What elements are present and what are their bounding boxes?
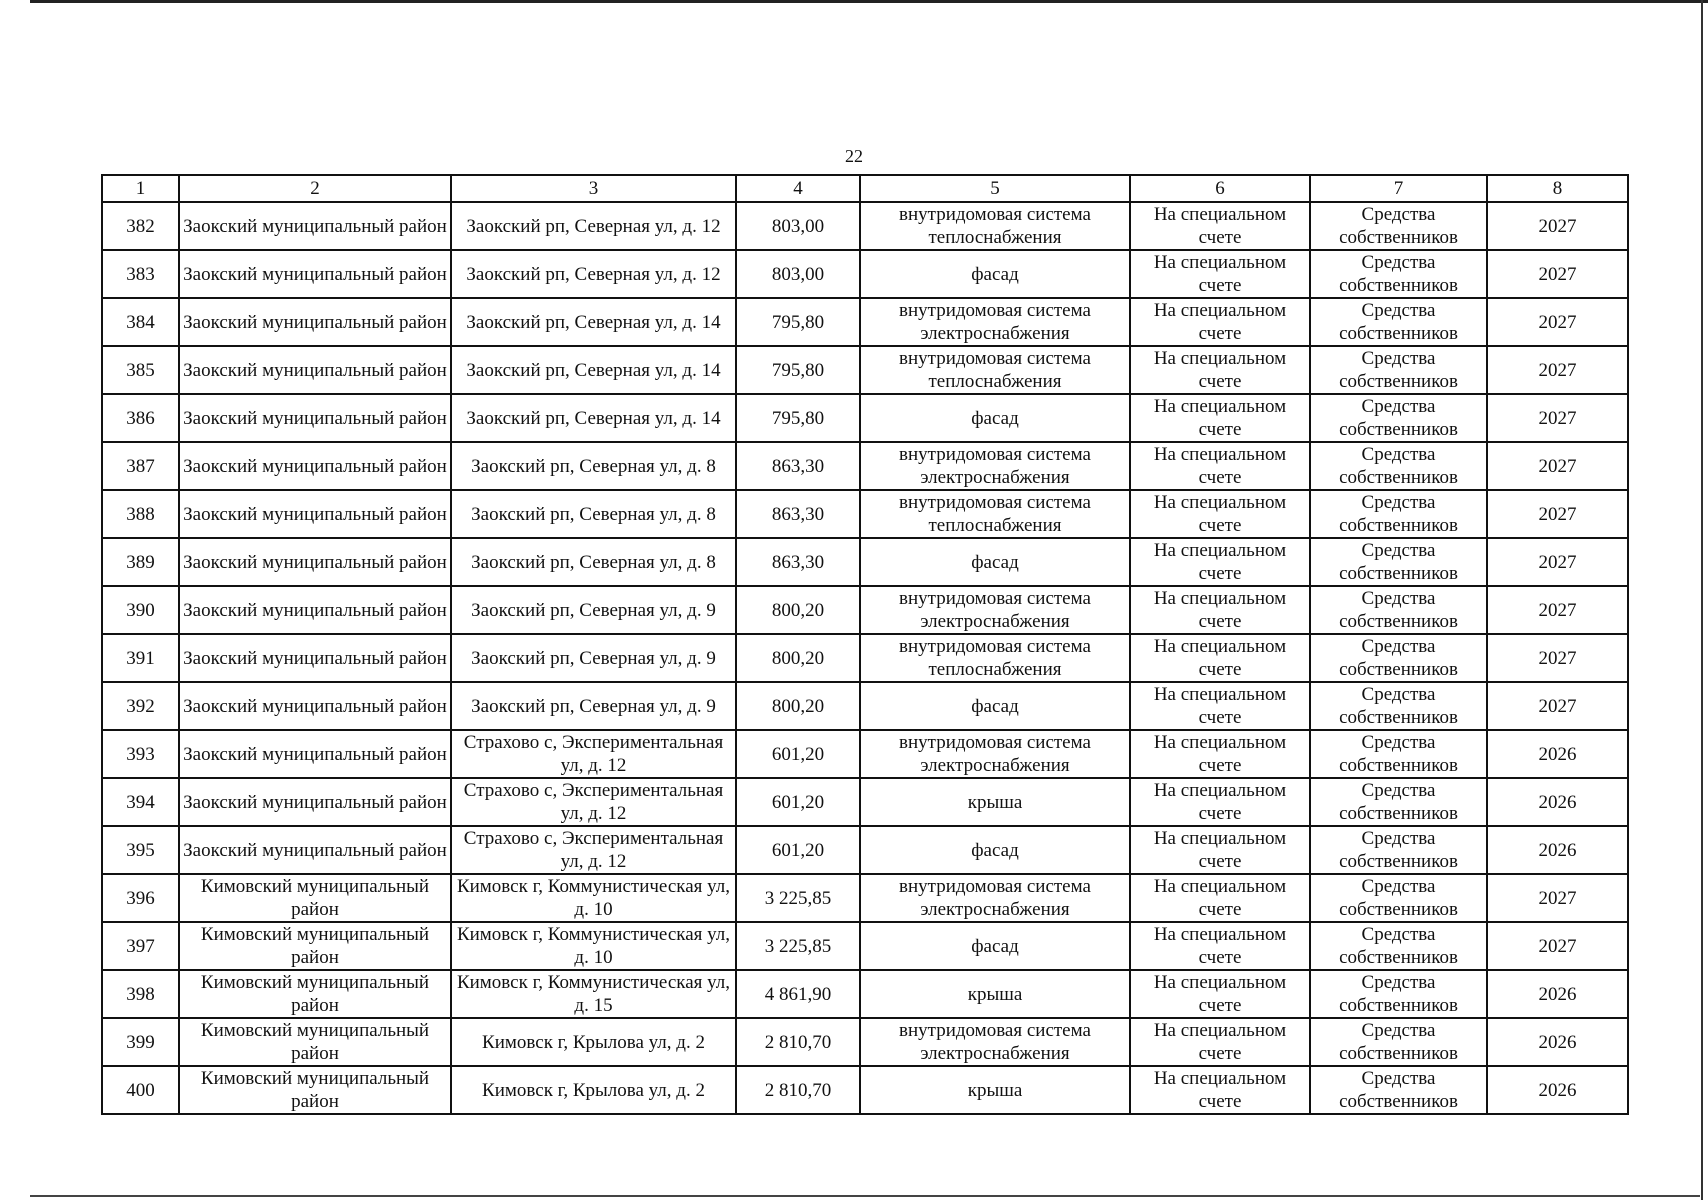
table-row: [102, 250, 1628, 298]
address-cell: Заокский рп, Северная ул, д. 8: [451, 490, 736, 538]
row-number-cell: 388: [102, 490, 179, 538]
account-cell: На специальном счете: [1130, 202, 1310, 250]
district-cell: Заокский муниципальный район: [179, 394, 451, 442]
table-row: [102, 202, 1628, 250]
work-type-cell: крыша: [860, 1066, 1130, 1114]
account-cell: На специальном счете: [1130, 346, 1310, 394]
row-number-cell: 392: [102, 682, 179, 730]
address-cell: Заокский рп, Северная ул, д. 8: [451, 538, 736, 586]
year-cell: 2027: [1487, 298, 1628, 346]
address-cell: Страхово с, Экспериментальная ул, д. 12: [451, 778, 736, 826]
funding-source-cell: Средства собственников: [1310, 202, 1487, 250]
column-number-row: [102, 175, 1628, 202]
area-cell: 795,80: [736, 346, 860, 394]
work-type-cell: крыша: [860, 970, 1130, 1018]
table-row: [102, 1066, 1628, 1114]
work-type-cell: внутридомовая система теплоснабжения: [860, 202, 1130, 250]
area-cell: 863,30: [736, 442, 860, 490]
year-cell: 2026: [1487, 730, 1628, 778]
funding-source-cell: Средства собственников: [1310, 634, 1487, 682]
area-cell: 3 225,85: [736, 922, 860, 970]
year-cell: 2027: [1487, 442, 1628, 490]
account-cell: На специальном счете: [1130, 634, 1310, 682]
funding-source-cell: Средства собственников: [1310, 778, 1487, 826]
bottom-border-line: [30, 1195, 1700, 1197]
work-type-cell: фасад: [860, 394, 1130, 442]
funding-source-cell: Средства собственников: [1310, 346, 1487, 394]
address-cell: Кимовск г, Крылова ул, д. 2: [451, 1066, 736, 1114]
address-cell: Заокский рп, Северная ул, д. 9: [451, 586, 736, 634]
row-number-cell: 399: [102, 1018, 179, 1066]
account-cell: На специальном счете: [1130, 490, 1310, 538]
district-cell: Заокский муниципальный район: [179, 490, 451, 538]
table-header: [102, 175, 1628, 202]
row-number-cell: 383: [102, 250, 179, 298]
district-cell: Заокский муниципальный район: [179, 634, 451, 682]
work-type-cell: фасад: [860, 538, 1130, 586]
work-type-cell: внутридомовая система электроснабжения: [860, 730, 1130, 778]
top-border-line: [30, 0, 1708, 3]
work-type-cell: внутридомовая система электроснабжения: [860, 586, 1130, 634]
account-cell: На специальном счете: [1130, 826, 1310, 874]
funding-source-cell: Средства собственников: [1310, 250, 1487, 298]
column-header: 4: [736, 175, 860, 202]
address-cell: Страхово с, Экспериментальная ул, д. 12: [451, 826, 736, 874]
row-number-cell: 397: [102, 922, 179, 970]
funding-source-cell: Средства собственников: [1310, 970, 1487, 1018]
table-row: [102, 970, 1628, 1018]
table-body: [102, 202, 1628, 1114]
year-cell: 2027: [1487, 682, 1628, 730]
year-cell: 2027: [1487, 346, 1628, 394]
account-cell: На специальном счете: [1130, 778, 1310, 826]
area-cell: 2 810,70: [736, 1066, 860, 1114]
account-cell: На специальном счете: [1130, 1066, 1310, 1114]
account-cell: На специальном счете: [1130, 586, 1310, 634]
column-header: 7: [1310, 175, 1487, 202]
column-header: 1: [102, 175, 179, 202]
row-number-cell: 387: [102, 442, 179, 490]
work-type-cell: внутридомовая система электроснабжения: [860, 298, 1130, 346]
funding-source-cell: Средства собственников: [1310, 538, 1487, 586]
area-cell: 803,00: [736, 250, 860, 298]
funding-source-cell: Средства собственников: [1310, 586, 1487, 634]
year-cell: 2027: [1487, 202, 1628, 250]
district-cell: Заокский муниципальный район: [179, 586, 451, 634]
funding-source-cell: Средства собственников: [1310, 490, 1487, 538]
table-row: [102, 634, 1628, 682]
account-cell: На специальном счете: [1130, 250, 1310, 298]
funding-source-cell: Средства собственников: [1310, 442, 1487, 490]
district-cell: Заокский муниципальный район: [179, 826, 451, 874]
district-cell: Заокский муниципальный район: [179, 298, 451, 346]
account-cell: На специальном счете: [1130, 730, 1310, 778]
row-number-cell: 398: [102, 970, 179, 1018]
year-cell: 2026: [1487, 826, 1628, 874]
work-type-cell: крыша: [860, 778, 1130, 826]
repair-register-table: [101, 174, 1629, 1115]
year-cell: 2027: [1487, 922, 1628, 970]
address-cell: Кимовск г, Коммунистическая ул, д. 15: [451, 970, 736, 1018]
table-row: [102, 442, 1628, 490]
work-type-cell: фасад: [860, 922, 1130, 970]
funding-source-cell: Средства собственников: [1310, 874, 1487, 922]
address-cell: Страхово с, Экспериментальная ул, д. 12: [451, 730, 736, 778]
address-cell: Заокский рп, Северная ул, д. 9: [451, 682, 736, 730]
year-cell: 2026: [1487, 1066, 1628, 1114]
area-cell: 863,30: [736, 538, 860, 586]
address-cell: Заокский рп, Северная ул, д. 14: [451, 298, 736, 346]
year-cell: 2027: [1487, 490, 1628, 538]
year-cell: 2027: [1487, 874, 1628, 922]
area-cell: 2 810,70: [736, 1018, 860, 1066]
row-number-cell: 396: [102, 874, 179, 922]
area-cell: 800,20: [736, 634, 860, 682]
work-type-cell: фасад: [860, 682, 1130, 730]
district-cell: Кимовский муниципальный район: [179, 970, 451, 1018]
year-cell: 2027: [1487, 634, 1628, 682]
address-cell: Кимовск г, Крылова ул, д. 2: [451, 1018, 736, 1066]
table-row: [102, 826, 1628, 874]
account-cell: На специальном счете: [1130, 1018, 1310, 1066]
row-number-cell: 394: [102, 778, 179, 826]
address-cell: Заокский рп, Северная ул, д. 12: [451, 202, 736, 250]
funding-source-cell: Средства собственников: [1310, 682, 1487, 730]
work-type-cell: внутридомовая система электроснабжения: [860, 442, 1130, 490]
funding-source-cell: Средства собственников: [1310, 730, 1487, 778]
district-cell: Кимовский муниципальный район: [179, 874, 451, 922]
area-cell: 800,20: [736, 682, 860, 730]
year-cell: 2026: [1487, 970, 1628, 1018]
account-cell: На специальном счете: [1130, 298, 1310, 346]
funding-source-cell: Средства собственников: [1310, 922, 1487, 970]
area-cell: 795,80: [736, 394, 860, 442]
funding-source-cell: Средства собственников: [1310, 826, 1487, 874]
table-row: [102, 490, 1628, 538]
district-cell: Заокский муниципальный район: [179, 442, 451, 490]
district-cell: Кимовский муниципальный район: [179, 1066, 451, 1114]
area-cell: 795,80: [736, 298, 860, 346]
year-cell: 2027: [1487, 586, 1628, 634]
area-cell: 601,20: [736, 826, 860, 874]
work-type-cell: фасад: [860, 826, 1130, 874]
table-row: [102, 874, 1628, 922]
area-cell: 601,20: [736, 730, 860, 778]
row-number-cell: 385: [102, 346, 179, 394]
area-cell: 3 225,85: [736, 874, 860, 922]
district-cell: Заокский муниципальный район: [179, 682, 451, 730]
row-number-cell: 391: [102, 634, 179, 682]
funding-source-cell: Средства собственников: [1310, 298, 1487, 346]
row-number-cell: 389: [102, 538, 179, 586]
row-number-cell: 384: [102, 298, 179, 346]
address-cell: Заокский рп, Северная ул, д. 14: [451, 394, 736, 442]
table-row: [102, 298, 1628, 346]
area-cell: 863,30: [736, 490, 860, 538]
area-cell: 4 861,90: [736, 970, 860, 1018]
right-border-line: [1701, 0, 1703, 1200]
table-row: [102, 346, 1628, 394]
account-cell: На специальном счете: [1130, 922, 1310, 970]
row-number-cell: 386: [102, 394, 179, 442]
district-cell: Заокский муниципальный район: [179, 778, 451, 826]
address-cell: Заокский рп, Северная ул, д. 8: [451, 442, 736, 490]
account-cell: На специальном счете: [1130, 442, 1310, 490]
address-cell: Заокский рп, Северная ул, д. 9: [451, 634, 736, 682]
row-number-cell: 382: [102, 202, 179, 250]
year-cell: 2026: [1487, 1018, 1628, 1066]
column-header: 5: [860, 175, 1130, 202]
row-number-cell: 400: [102, 1066, 179, 1114]
year-cell: 2027: [1487, 394, 1628, 442]
address-cell: Заокский рп, Северная ул, д. 14: [451, 346, 736, 394]
work-type-cell: внутридомовая система теплоснабжения: [860, 490, 1130, 538]
account-cell: На специальном счете: [1130, 682, 1310, 730]
area-cell: 800,20: [736, 586, 860, 634]
work-type-cell: внутридомовая система электроснабжения: [860, 1018, 1130, 1066]
account-cell: На специальном счете: [1130, 874, 1310, 922]
column-header: 8: [1487, 175, 1628, 202]
column-header: 3: [451, 175, 736, 202]
district-cell: Кимовский муниципальный район: [179, 1018, 451, 1066]
funding-source-cell: Средства собственников: [1310, 394, 1487, 442]
account-cell: На специальном счете: [1130, 394, 1310, 442]
table-row: [102, 922, 1628, 970]
table-row: [102, 778, 1628, 826]
column-header: 2: [179, 175, 451, 202]
table-row: [102, 682, 1628, 730]
district-cell: Заокский муниципальный район: [179, 538, 451, 586]
table-row: [102, 730, 1628, 778]
district-cell: Заокский муниципальный район: [179, 202, 451, 250]
address-cell: Кимовск г, Коммунистическая ул, д. 10: [451, 922, 736, 970]
account-cell: На специальном счете: [1130, 970, 1310, 1018]
work-type-cell: фасад: [860, 250, 1130, 298]
table-row: [102, 586, 1628, 634]
funding-source-cell: Средства собственников: [1310, 1066, 1487, 1114]
table-row: [102, 538, 1628, 586]
work-type-cell: внутридомовая система теплоснабжения: [860, 346, 1130, 394]
address-cell: Кимовск г, Коммунистическая ул, д. 10: [451, 874, 736, 922]
area-cell: 803,00: [736, 202, 860, 250]
year-cell: 2027: [1487, 250, 1628, 298]
funding-source-cell: Средства собственников: [1310, 1018, 1487, 1066]
district-cell: Заокский муниципальный район: [179, 730, 451, 778]
address-cell: Заокский рп, Северная ул, д. 12: [451, 250, 736, 298]
table-row: [102, 394, 1628, 442]
work-type-cell: внутридомовая система теплоснабжения: [860, 634, 1130, 682]
district-cell: Заокский муниципальный район: [179, 250, 451, 298]
row-number-cell: 395: [102, 826, 179, 874]
district-cell: Кимовский муниципальный район: [179, 922, 451, 970]
year-cell: 2027: [1487, 538, 1628, 586]
work-type-cell: внутридомовая система электроснабжения: [860, 874, 1130, 922]
year-cell: 2026: [1487, 778, 1628, 826]
row-number-cell: 393: [102, 730, 179, 778]
district-cell: Заокский муниципальный район: [179, 346, 451, 394]
table-row: [102, 1018, 1628, 1066]
account-cell: На специальном счете: [1130, 538, 1310, 586]
page-number: 22: [845, 146, 863, 166]
area-cell: 601,20: [736, 778, 860, 826]
row-number-cell: 390: [102, 586, 179, 634]
column-header: 6: [1130, 175, 1310, 202]
